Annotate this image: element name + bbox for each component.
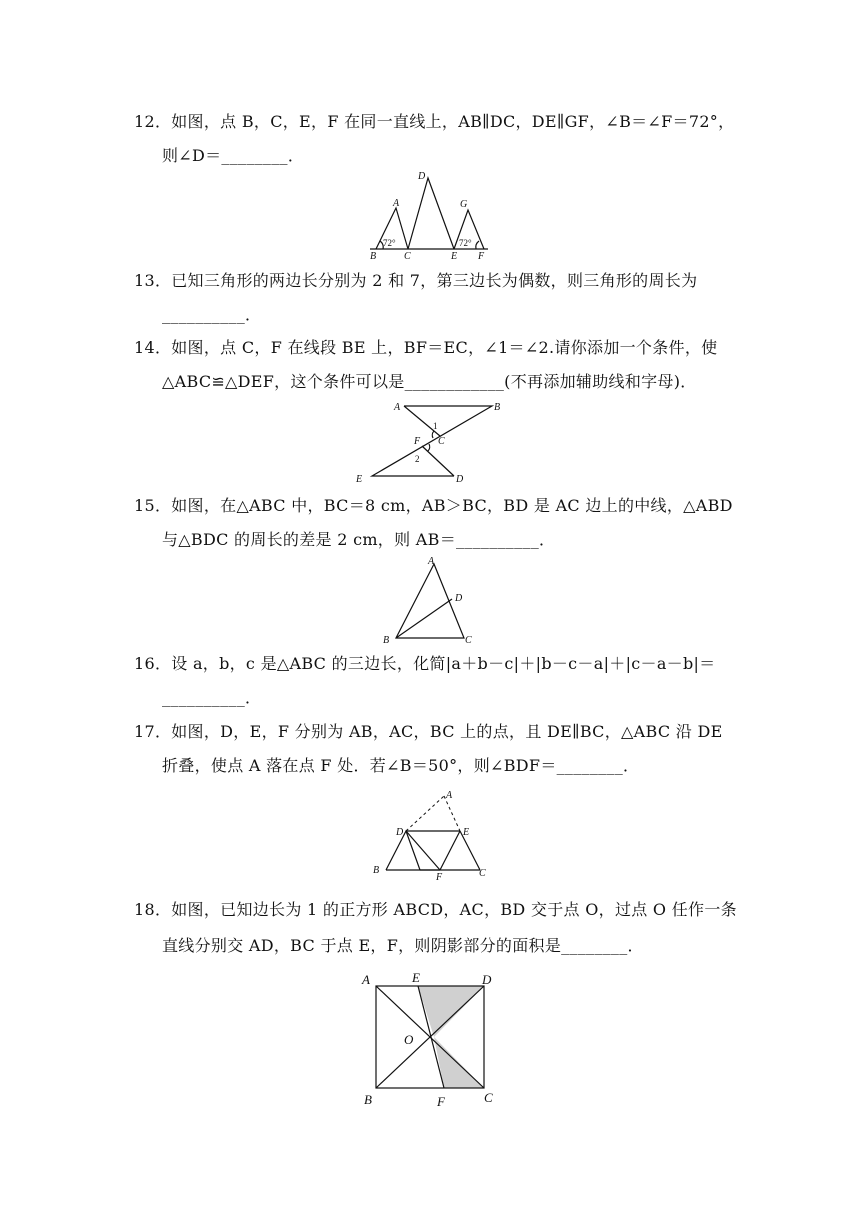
q14-label-A: A [394,402,401,413]
q12-label-C: C [404,251,411,260]
q12-angle-left-label: 72° [383,238,396,248]
q18-label-A: A [362,972,370,987]
q17-label-C: C [479,868,486,879]
q14-angle-2-label: 2 [415,454,420,464]
q13-text-line1: 13．已知三角形的两边长分别为 2 和 7，第三边长为偶数，则三角形的周长为 [134,271,698,290]
q12-text-line1: 12．如图，点 B，C，E，F 在同一直线上，AB∥DC，DE∥GF，∠B＝∠F＝72°， [134,112,735,131]
q17-label-D: D [396,827,404,838]
q12-angle-right-label: 72° [459,238,472,248]
q12-label-G: G [460,199,468,210]
q18-label-C: C [484,1090,493,1105]
q16-text-line2: __________． [162,688,262,707]
q17-label-A: A [446,790,453,801]
q18-shaded-region-top [418,986,484,1037]
q14-text-line1: 14．如图，点 C，F 在线段 BE 上，BF＝EC，∠1＝∠2.请你添加一个条件，使 [134,338,718,357]
q15-text-line2: 与△BDC 的周长的差是 2 cm，则 AB＝__________． [162,530,556,549]
q12-label-F: F [478,251,485,260]
q16-text-line1: 16．设 a，b，c 是△ABC 的三边长，化简|a＋b－c|＋|b－c－a|＋|c－a－b|＝ [134,654,716,673]
q15-figure [376,554,476,646]
q18-figure [356,964,506,1110]
q18-label-E: E [412,970,420,985]
q17-label-F: F [436,872,443,882]
q17-label-E: E [463,827,470,838]
q18-label-F: F [437,1094,445,1109]
q14-label-D: D [456,474,464,485]
q14-figure [352,396,512,486]
q12-label-A: A [393,198,400,209]
q14-label-E: E [356,474,363,485]
q18-label-D: D [482,972,492,987]
q15-label-B: B [383,635,390,646]
q12-figure [366,168,496,260]
q18-text-line2: 直线分别交 AD，BC 于点 E，F，则阴影部分的面积是________． [162,936,644,955]
q18-label-B: B [364,1092,372,1107]
q15-text-line1: 15．如图，在△ABC 中，BC＝8 cm，AB＞BC，BD 是 AC 边上的中线，△ABD [134,496,733,515]
q17-figure [366,786,496,882]
q14-text-line2: △ABC≌△DEF，这个条件可以是____________(不再添加辅助线和字母)． [162,372,697,391]
q17-label-B: B [373,865,380,876]
q12-label-B: B [370,251,377,260]
q14-angle-1-label: 1 [433,421,438,431]
q15-label-C: C [465,635,472,646]
q18-text-line1: 18．如图，已知边长为 1 的正方形 ABCD，AC，BD 交于点 O，过点 O 任作一条 [134,900,737,919]
q15-label-D: D [455,593,463,604]
q12-text-line2: 则∠D＝________． [162,146,305,165]
q17-text-line1: 17．如图，D，E，F 分别为 AB，AC，BC 上的点，且 DE∥BC，△ABC 沿 DE [134,722,723,741]
q15-label-A: A [428,556,435,567]
q12-label-D: D [418,171,426,182]
q14-label-F: F [414,436,421,447]
q17-text-line2: 折叠，使点 A 落在点 F 处．若∠B＝50°，则∠BDF＝________． [162,756,640,775]
q13-text-line2: __________． [162,305,262,324]
q12-label-E: E [451,251,458,260]
q14-label-B: B [494,402,501,413]
q14-label-C: C [438,436,445,447]
q18-label-O: O [404,1032,414,1047]
